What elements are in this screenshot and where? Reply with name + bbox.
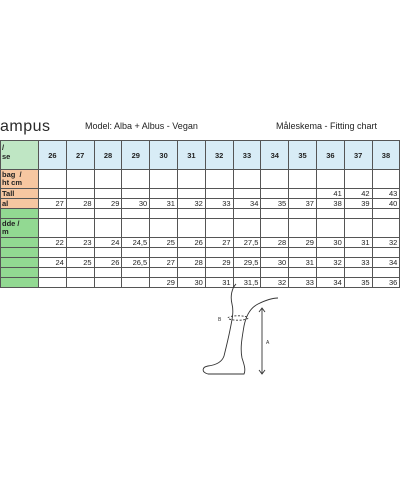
- spacer-cell: [39, 209, 67, 219]
- spacer-label: [1, 268, 39, 278]
- spacer-cell: [150, 248, 178, 258]
- size-header-cell: 35: [289, 141, 317, 170]
- table-cell: [177, 219, 205, 238]
- spacer-cell: [372, 268, 400, 278]
- spacer-cell: [39, 248, 67, 258]
- spacer-cell: [233, 248, 261, 258]
- fitting-chart-title: Måleskema - Fitting chart: [276, 121, 378, 131]
- spacer-cell: [372, 209, 400, 219]
- table-cell: 22: [39, 238, 67, 248]
- table-cell: 27: [39, 199, 67, 209]
- table-row: [1, 199, 400, 209]
- table-cell: 24,5: [122, 238, 150, 248]
- row-label: Tall: [1, 189, 39, 199]
- spacer-cell: [372, 248, 400, 258]
- table-cell: [372, 170, 400, 189]
- table-cell: [94, 278, 122, 288]
- table-cell: 26,5: [122, 258, 150, 268]
- table-cell: [39, 189, 67, 199]
- size-header-cell: 30: [150, 141, 178, 170]
- table-cell: 29: [94, 199, 122, 209]
- size-header-cell: 34: [261, 141, 289, 170]
- table-cell: 26: [94, 258, 122, 268]
- spacer-cell: [261, 248, 289, 258]
- spacer-cell: [39, 268, 67, 278]
- table-cell: [122, 189, 150, 199]
- table-cell: [150, 189, 178, 199]
- table-cell: 26: [177, 238, 205, 248]
- table-cell: 31: [289, 258, 317, 268]
- table-cell: 32: [316, 258, 344, 268]
- table-cell: 33: [205, 199, 233, 209]
- spacer-cell: [344, 209, 372, 219]
- spacer-cell: [289, 248, 317, 258]
- table-cell: [94, 170, 122, 189]
- table-cell: [177, 189, 205, 199]
- table-cell: [122, 219, 150, 238]
- size-header-cell: 38: [372, 141, 400, 170]
- spacer-cell: [66, 248, 94, 258]
- table-cell: 41: [316, 189, 344, 199]
- table-cell: [39, 219, 67, 238]
- table-cell: 38: [316, 199, 344, 209]
- table-row: [1, 170, 400, 189]
- table-cell: 29,5: [233, 258, 261, 268]
- spacer-cell: [261, 209, 289, 219]
- table-cell: [94, 189, 122, 199]
- spacer-cell: [344, 268, 372, 278]
- table-cell: 43: [372, 189, 400, 199]
- size-header-cell: 33: [233, 141, 261, 170]
- size-table: [0, 140, 400, 288]
- label-a: A: [266, 340, 270, 346]
- table-row: [1, 258, 400, 268]
- spacer-cell: [66, 209, 94, 219]
- table-cell: [122, 170, 150, 189]
- spacer-cell: [289, 268, 317, 278]
- spacer-cell: [177, 268, 205, 278]
- table-cell: [372, 219, 400, 238]
- spacer-cell: [316, 248, 344, 258]
- spacer-cell: [233, 268, 261, 278]
- row-label: bag / ht cm: [1, 170, 39, 189]
- spacer-row: [1, 248, 400, 258]
- spacer-cell: [205, 268, 233, 278]
- table-cell: 24: [39, 258, 67, 268]
- table-row: [1, 238, 400, 248]
- spacer-cell: [122, 209, 150, 219]
- spacer-cell: [94, 248, 122, 258]
- table-cell: 29: [289, 238, 317, 248]
- table-cell: [344, 170, 372, 189]
- table-cell: [177, 170, 205, 189]
- leg-measurement-diagram: [196, 282, 286, 382]
- row-label: al: [1, 199, 39, 209]
- spacer-cell: [289, 209, 317, 219]
- table-cell: 25: [66, 258, 94, 268]
- table-cell: [205, 219, 233, 238]
- table-cell: 34: [233, 199, 261, 209]
- table-cell: 25: [150, 238, 178, 248]
- table-cell: 23: [66, 238, 94, 248]
- table-cell: [316, 219, 344, 238]
- row-label: [1, 278, 39, 288]
- table-cell: [205, 189, 233, 199]
- spacer-cell: [233, 209, 261, 219]
- size-header-cell: 29: [122, 141, 150, 170]
- table-cell: [289, 170, 317, 189]
- table-cell: 33: [344, 258, 372, 268]
- table-cell: 34: [316, 278, 344, 288]
- row-label: [1, 258, 39, 268]
- table-cell: [261, 170, 289, 189]
- table-cell: [94, 219, 122, 238]
- table-cell: [66, 170, 94, 189]
- spacer-cell: [205, 248, 233, 258]
- table-cell: [205, 170, 233, 189]
- table-row: [1, 219, 400, 238]
- size-header-cell: 27: [66, 141, 94, 170]
- table-cell: 30: [122, 199, 150, 209]
- table-cell: 34: [372, 258, 400, 268]
- table-cell: 29: [150, 278, 178, 288]
- spacer-cell: [316, 268, 344, 278]
- size-header-cell: 28: [94, 141, 122, 170]
- table-cell: 31,5: [233, 278, 261, 288]
- spacer-cell: [66, 268, 94, 278]
- model-title: Model: Alba + Albus - Vegan: [85, 121, 198, 131]
- label-b: B: [218, 317, 222, 323]
- table-cell: [150, 170, 178, 189]
- table-cell: 30: [261, 258, 289, 268]
- table-cell: 31: [150, 199, 178, 209]
- spacer-row: [1, 268, 400, 278]
- header-label: / se: [1, 141, 39, 170]
- table-cell: 32: [177, 199, 205, 209]
- table-cell: 27: [150, 258, 178, 268]
- table-cell: [344, 219, 372, 238]
- table-cell: 32: [261, 278, 289, 288]
- table-cell: 30: [177, 278, 205, 288]
- table-cell: [316, 170, 344, 189]
- table-cell: 40: [372, 199, 400, 209]
- table-cell: 32: [372, 238, 400, 248]
- table-cell: 35: [344, 278, 372, 288]
- table-cell: [261, 189, 289, 199]
- table-cell: [122, 278, 150, 288]
- size-header-cell: 32: [205, 141, 233, 170]
- size-header-cell: 31: [177, 141, 205, 170]
- table-cell: [39, 170, 67, 189]
- size-header-cell: 36: [316, 141, 344, 170]
- table-cell: 33: [289, 278, 317, 288]
- spacer-cell: [150, 268, 178, 278]
- table-cell: [261, 219, 289, 238]
- table-cell: 36: [372, 278, 400, 288]
- size-header-cell: 26: [39, 141, 67, 170]
- table-cell: 27: [205, 238, 233, 248]
- spacer-cell: [122, 268, 150, 278]
- table-cell: [66, 278, 94, 288]
- table-cell: [233, 170, 261, 189]
- table-cell: [233, 189, 261, 199]
- spacer-cell: [316, 209, 344, 219]
- spacer-cell: [94, 209, 122, 219]
- table-cell: 24: [94, 238, 122, 248]
- table-cell: 37: [289, 199, 317, 209]
- spacer-cell: [177, 209, 205, 219]
- spacer-cell: [150, 209, 178, 219]
- table-cell: 28: [261, 238, 289, 248]
- spacer-cell: [261, 268, 289, 278]
- table-cell: 30: [316, 238, 344, 248]
- table-cell: [150, 219, 178, 238]
- spacer-label: [1, 248, 39, 258]
- table-cell: 42: [344, 189, 372, 199]
- spacer-cell: [344, 248, 372, 258]
- table-cell: [289, 219, 317, 238]
- table-row: [1, 189, 400, 199]
- table-cell: 39: [344, 199, 372, 209]
- table-cell: 31: [344, 238, 372, 248]
- spacer-cell: [122, 248, 150, 258]
- table-cell: 27,5: [233, 238, 261, 248]
- row-label: [1, 238, 39, 248]
- size-header-row: [1, 141, 400, 170]
- table-cell: [39, 278, 67, 288]
- table-cell: [66, 189, 94, 199]
- table-cell: 28: [177, 258, 205, 268]
- spacer-cell: [205, 209, 233, 219]
- table-cell: 28: [66, 199, 94, 209]
- table-cell: [289, 189, 317, 199]
- table-cell: 29: [205, 258, 233, 268]
- spacer-cell: [94, 268, 122, 278]
- table-cell: 31: [205, 278, 233, 288]
- table-cell: [233, 219, 261, 238]
- brand-logo: ampus: [0, 118, 51, 135]
- row-label: dde / m: [1, 219, 39, 238]
- table-cell: [66, 219, 94, 238]
- size-header-cell: 37: [344, 141, 372, 170]
- spacer-cell: [177, 248, 205, 258]
- spacer-label: [1, 209, 39, 219]
- table-cell: 35: [261, 199, 289, 209]
- spacer-row: [1, 209, 400, 219]
